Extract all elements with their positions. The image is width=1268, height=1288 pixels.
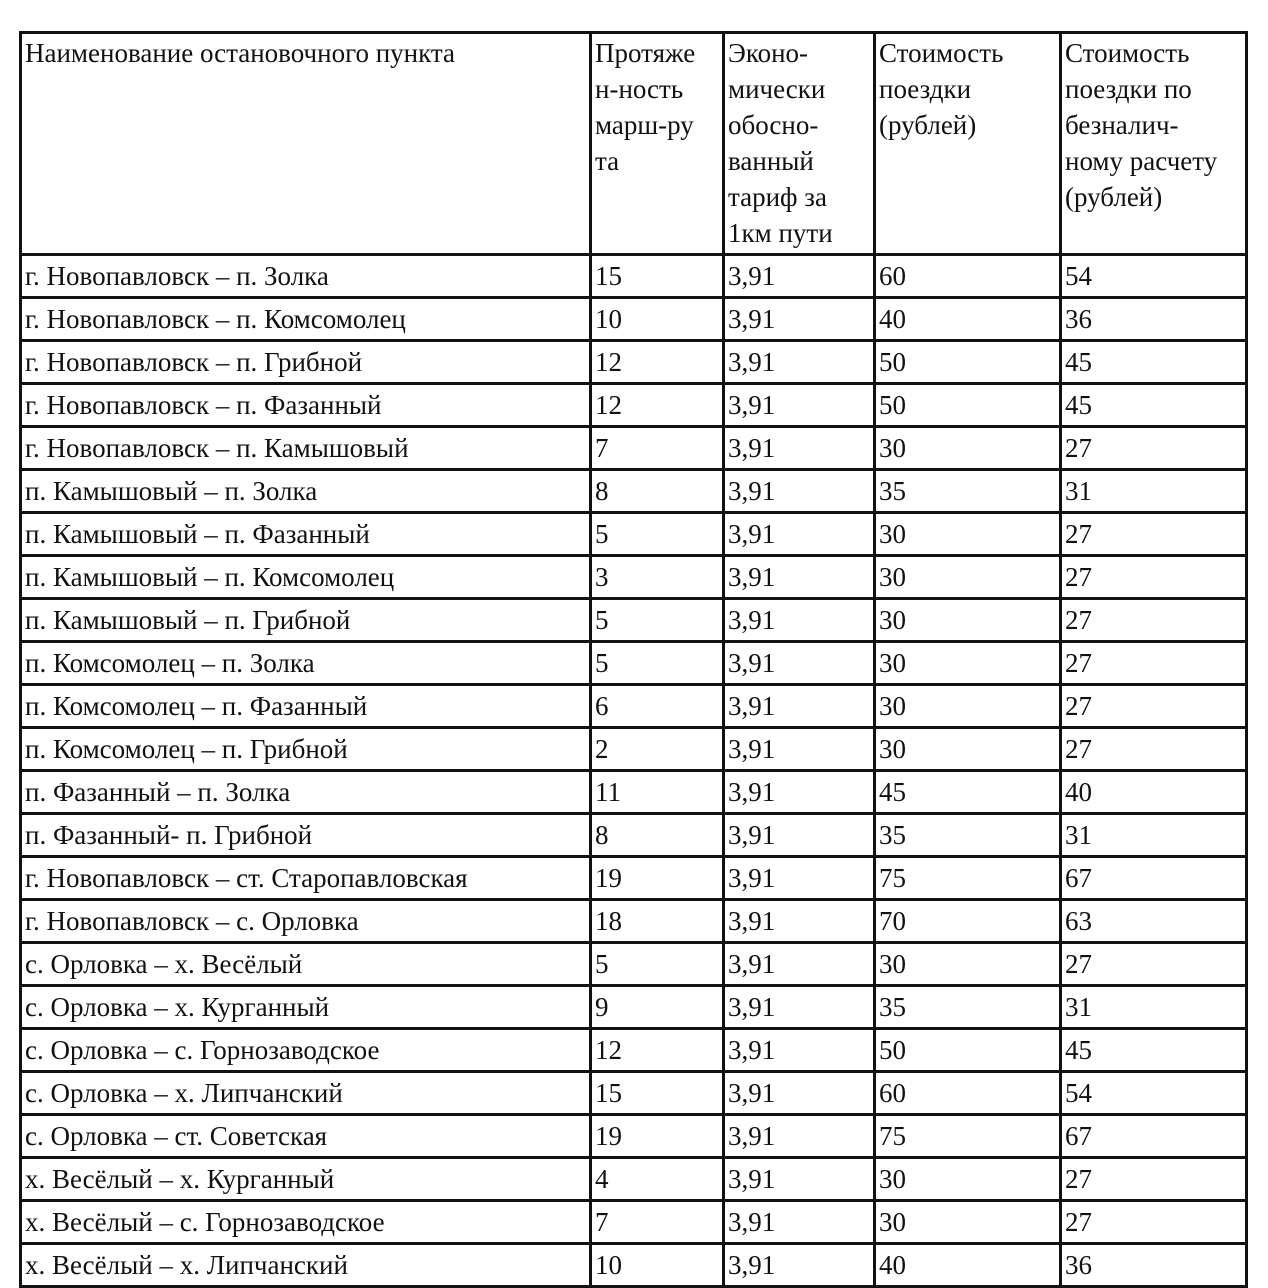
header-route-length: Протяже н-ность марш-ру та — [591, 33, 724, 255]
table-row — [21, 1029, 1247, 1072]
cell-cashless-cost: 67 — [1061, 857, 1247, 900]
cell-stop-pair: п. Камышовый – п. Комсомолец — [21, 556, 591, 599]
table-row — [21, 1201, 1247, 1244]
cell-tariff-per-km: 3,91 — [724, 556, 875, 599]
cell-tariff-per-km: 3,91 — [724, 1244, 875, 1287]
cell-trip-cost: 30 — [875, 556, 1061, 599]
cell-route-length: 5 — [591, 943, 724, 986]
cell-stop-pair: п. Комсомолец – п. Золка — [21, 642, 591, 685]
cell-route-length: 5 — [591, 599, 724, 642]
cell-stop-pair: х. Весёлый – х. Курганный — [21, 1158, 591, 1201]
cell-stop-pair: г. Новопавловск – п. Комсомолец — [21, 298, 591, 341]
table-row — [21, 771, 1247, 814]
cell-route-length: 8 — [591, 814, 724, 857]
cell-trip-cost: 50 — [875, 384, 1061, 427]
cell-trip-cost: 35 — [875, 986, 1061, 1029]
cell-tariff-per-km: 3,91 — [724, 384, 875, 427]
cell-cashless-cost: 27 — [1061, 943, 1247, 986]
cell-stop-pair: х. Весёлый – с. Горнозаводское — [21, 1201, 591, 1244]
cell-cashless-cost: 27 — [1061, 1201, 1247, 1244]
cell-trip-cost: 30 — [875, 728, 1061, 771]
table-row — [21, 255, 1247, 298]
table-row — [21, 986, 1247, 1029]
cell-cashless-cost: 45 — [1061, 1029, 1247, 1072]
cell-trip-cost: 30 — [875, 599, 1061, 642]
cell-tariff-per-km: 3,91 — [724, 943, 875, 986]
cell-cashless-cost: 27 — [1061, 427, 1247, 470]
cell-trip-cost: 40 — [875, 298, 1061, 341]
cell-stop-pair: с. Орловка – х. Весёлый — [21, 943, 591, 986]
cell-stop-pair: п. Камышовый – п. Грибной — [21, 599, 591, 642]
cell-cashless-cost: 45 — [1061, 341, 1247, 384]
cell-tariff-per-km: 3,91 — [724, 814, 875, 857]
cell-stop-pair: с. Орловка – х. Курганный — [21, 986, 591, 1029]
fare-table — [19, 31, 1248, 1288]
cell-cashless-cost: 45 — [1061, 384, 1247, 427]
cell-trip-cost: 50 — [875, 341, 1061, 384]
cell-trip-cost: 75 — [875, 1115, 1061, 1158]
cell-stop-pair: п. Фазанный – п. Золка — [21, 771, 591, 814]
cell-stop-pair: п. Фазанный- п. Грибной — [21, 814, 591, 857]
cell-route-length: 2 — [591, 728, 724, 771]
cell-trip-cost: 30 — [875, 685, 1061, 728]
cell-route-length: 3 — [591, 556, 724, 599]
cell-stop-pair: х. Весёлый – х. Липчанский — [21, 1244, 591, 1287]
cell-stop-pair: г. Новопавловск – п. Золка — [21, 255, 591, 298]
cell-stop-pair: г. Новопавловск – ст. Старопавловская — [21, 857, 591, 900]
cell-trip-cost: 30 — [875, 1158, 1061, 1201]
table-row — [21, 857, 1247, 900]
cell-route-length: 6 — [591, 685, 724, 728]
table-row — [21, 1072, 1247, 1115]
cell-tariff-per-km: 3,91 — [724, 900, 875, 943]
cell-route-length: 10 — [591, 298, 724, 341]
cell-tariff-per-km: 3,91 — [724, 470, 875, 513]
cell-cashless-cost: 27 — [1061, 685, 1247, 728]
cell-tariff-per-km: 3,91 — [724, 1029, 875, 1072]
cell-route-length: 12 — [591, 341, 724, 384]
table-row — [21, 1158, 1247, 1201]
cell-trip-cost: 70 — [875, 900, 1061, 943]
cell-stop-pair: с. Орловка – ст. Советская — [21, 1115, 591, 1158]
cell-route-length: 19 — [591, 857, 724, 900]
cell-stop-pair: г. Новопавловск – п. Грибной — [21, 341, 591, 384]
cell-tariff-per-km: 3,91 — [724, 341, 875, 384]
cell-route-length: 15 — [591, 1072, 724, 1115]
cell-tariff-per-km: 3,91 — [724, 1158, 875, 1201]
cell-tariff-per-km: 3,91 — [724, 1201, 875, 1244]
cell-route-length: 4 — [591, 1158, 724, 1201]
header-row — [21, 33, 1247, 255]
cell-cashless-cost: 27 — [1061, 1158, 1247, 1201]
cell-route-length: 19 — [591, 1115, 724, 1158]
cell-route-length: 5 — [591, 642, 724, 685]
cell-stop-pair: п. Камышовый – п. Фазанный — [21, 513, 591, 556]
cell-trip-cost: 35 — [875, 814, 1061, 857]
cell-tariff-per-km: 3,91 — [724, 857, 875, 900]
cell-route-length: 7 — [591, 1201, 724, 1244]
header-tariff-per-km: Эконо- мически обосно- ванный тариф за 1км пути — [724, 33, 875, 255]
cell-route-length: 12 — [591, 384, 724, 427]
cell-stop-pair: п. Комсомолец – п. Грибной — [21, 728, 591, 771]
cell-cashless-cost: 40 — [1061, 771, 1247, 814]
cell-stop-pair: с. Орловка – с. Горнозаводское — [21, 1029, 591, 1072]
table-row — [21, 1115, 1247, 1158]
cell-cashless-cost: 67 — [1061, 1115, 1247, 1158]
table-row — [21, 900, 1247, 943]
cell-stop-pair: п. Камышовый – п. Золка — [21, 470, 591, 513]
cell-route-length: 11 — [591, 771, 724, 814]
cell-cashless-cost: 31 — [1061, 470, 1247, 513]
cell-trip-cost: 30 — [875, 1201, 1061, 1244]
cell-stop-pair: г. Новопавловск – с. Орловка — [21, 900, 591, 943]
cell-route-length: 10 — [591, 1244, 724, 1287]
table-row — [21, 341, 1247, 384]
table-row — [21, 513, 1247, 556]
cell-tariff-per-km: 3,91 — [724, 599, 875, 642]
cell-tariff-per-km: 3,91 — [724, 728, 875, 771]
cell-cashless-cost: 27 — [1061, 728, 1247, 771]
table-row — [21, 427, 1247, 470]
cell-trip-cost: 45 — [875, 771, 1061, 814]
cell-route-length: 7 — [591, 427, 724, 470]
cell-cashless-cost: 27 — [1061, 599, 1247, 642]
table-row — [21, 943, 1247, 986]
table-row — [21, 814, 1247, 857]
table-row — [21, 642, 1247, 685]
table-row — [21, 470, 1247, 513]
cell-cashless-cost: 31 — [1061, 814, 1247, 857]
cell-trip-cost: 40 — [875, 1244, 1061, 1287]
cell-cashless-cost: 54 — [1061, 1072, 1247, 1115]
cell-cashless-cost: 27 — [1061, 556, 1247, 599]
cell-tariff-per-km: 3,91 — [724, 685, 875, 728]
cell-route-length: 15 — [591, 255, 724, 298]
cell-cashless-cost: 27 — [1061, 642, 1247, 685]
cell-tariff-per-km: 3,91 — [724, 986, 875, 1029]
cell-trip-cost: 30 — [875, 642, 1061, 685]
cell-trip-cost: 30 — [875, 943, 1061, 986]
table-row — [21, 599, 1247, 642]
cell-route-length: 9 — [591, 986, 724, 1029]
cell-route-length: 5 — [591, 513, 724, 556]
header-stop-name: Наименование остановочного пункта — [21, 33, 591, 255]
table-row — [21, 556, 1247, 599]
header-cashless-cost: Стоимость поездки по безналич- ному расчету (рублей) — [1061, 33, 1247, 255]
cell-trip-cost: 50 — [875, 1029, 1061, 1072]
cell-tariff-per-km: 3,91 — [724, 513, 875, 556]
cell-trip-cost: 60 — [875, 255, 1061, 298]
cell-trip-cost: 75 — [875, 857, 1061, 900]
cell-cashless-cost: 31 — [1061, 986, 1247, 1029]
cell-tariff-per-km: 3,91 — [724, 427, 875, 470]
cell-trip-cost: 30 — [875, 513, 1061, 556]
cell-tariff-per-km: 3,91 — [724, 298, 875, 341]
cell-tariff-per-km: 3,91 — [724, 642, 875, 685]
header-trip-cost: Стоимость поездки (рублей) — [875, 33, 1061, 255]
cell-cashless-cost: 36 — [1061, 298, 1247, 341]
cell-route-length: 12 — [591, 1029, 724, 1072]
cell-trip-cost: 30 — [875, 427, 1061, 470]
cell-cashless-cost: 36 — [1061, 1244, 1247, 1287]
cell-stop-pair: г. Новопавловск – п. Камышовый — [21, 427, 591, 470]
cell-trip-cost: 60 — [875, 1072, 1061, 1115]
cell-tariff-per-km: 3,91 — [724, 1115, 875, 1158]
cell-tariff-per-km: 3,91 — [724, 255, 875, 298]
cell-stop-pair: г. Новопавловск – п. Фазанный — [21, 384, 591, 427]
cell-tariff-per-km: 3,91 — [724, 1072, 875, 1115]
cell-tariff-per-km: 3,91 — [724, 771, 875, 814]
cell-cashless-cost: 27 — [1061, 513, 1247, 556]
cell-cashless-cost: 63 — [1061, 900, 1247, 943]
table-row — [21, 728, 1247, 771]
table-row — [21, 1244, 1247, 1287]
table-row — [21, 298, 1247, 341]
table-row — [21, 384, 1247, 427]
cell-route-length: 8 — [591, 470, 724, 513]
cell-trip-cost: 35 — [875, 470, 1061, 513]
cell-stop-pair: с. Орловка – х. Липчанский — [21, 1072, 591, 1115]
cell-stop-pair: п. Комсомолец – п. Фазанный — [21, 685, 591, 728]
cell-route-length: 18 — [591, 900, 724, 943]
cell-cashless-cost: 54 — [1061, 255, 1247, 298]
table-body — [21, 255, 1247, 1287]
table-row — [21, 685, 1247, 728]
